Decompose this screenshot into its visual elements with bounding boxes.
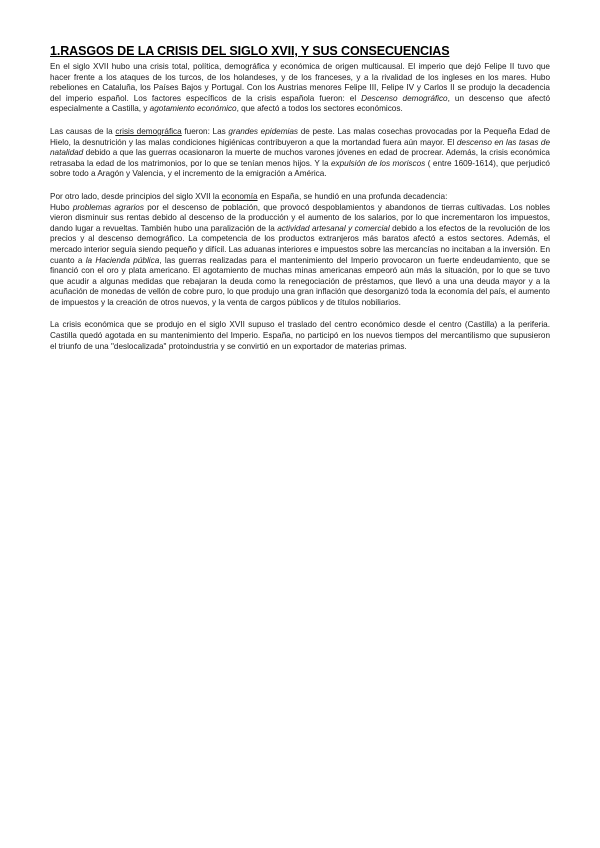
- document-title: 1.RASGOS DE LA CRISIS DEL SIGLO XVII, Y SUS CONSECUENCIAS: [50, 44, 450, 58]
- emphasis-grandes-epidemias: grandes epidemias: [228, 126, 299, 136]
- text-span: en España, se hundió en una profunda decadencia:: [257, 191, 448, 201]
- text-span: ( entre 1609-1614), que perjudicó sobre todo a Aragón y Valencia, y el incremento de la emigración a América.: [50, 158, 550, 179]
- text-span: En el siglo XVII hubo una crisis total, política, demográfica y económica de origen multicausal. El imperio que dejó Felipe II tuvo que hacer frente a los ataques de los turcos, de los holandeses, y de los franceses, y a la rivalidad de los ingleses en los mares. Hubo rebeliones en Cataluña, los Países Bajos y Portugal. Con los Austrias menores Felipe III, Felipe IV y Carlos II se produjo la decadencia del imperio español. Los factores específicos de la crisis española fueron: el: [50, 62, 550, 103]
- emphasis-descenso-natalidad: descenso en las tasas de natalidad: [50, 137, 551, 158]
- text-span: fueron: Las: [181, 126, 229, 136]
- demographic-causes-paragraph: [50, 127, 550, 180]
- text-span: debido a los efectos de la revolución de los precios y al descenso demográfico. La competencia de los productos extranjeros más baratos afectó a estos sectores. Además, el mercado interior seguía siendo pequeño y difícil. Las aduanas interiores e impuestos sobre las mercancías no incitaban a la inversión. En cuanto a: [50, 223, 550, 265]
- text-span: , un descenso que afectó especialmente a Castilla, y: [50, 93, 550, 114]
- text-span: , las guerras realizadas para el mantenimiento del Imperio provocaron un fuerte endeudamiento, que se financió con el oro y plata americano. El agotamiento de muchas minas americanas empeoró aún más la situación, por lo que se tuvo que acudir a algunas medidas que rebajaran la deuda como la renegociación de préstamos, que llevó a una una deuda mayor y a la acuñación de monedas de vellón de cobre puro, lo que produjo una gran inflación que desorganizó toda la economía del país, el aumento de impuestos y la creación de otros nuevos, y la venta de cargos públicos y de títulos nobiliarios.: [50, 255, 550, 307]
- emphasis-agotamiento-economico: agotamiento económico: [149, 104, 237, 114]
- emphasis-expulsion-moriscos: expulsión de los moriscos: [330, 158, 426, 168]
- text-span: de peste. Las malas cosechas provocadas por la Pequeña Edad de Hielo, la desnutrición y las malas condiciones higiénicas contribuyeron a que la mortandad fuera aún mayor. El: [50, 126, 551, 147]
- intro-paragraph: [50, 62, 550, 115]
- text-span: Hubo: [50, 202, 73, 212]
- emphasis-descenso-demografico: Descenso demográfico: [361, 93, 448, 103]
- emphasis-problemas-agrarios: problemas agrarios: [72, 202, 144, 212]
- text-span: por el descenso de población, que provocó despoblamientos y abandonos de tierras cultivadas. Los nobles vieron disminuir sus rentas debido al descenso de la producción y el aumento de los salarios, por lo que incrementaron los impuestos, dando lugar a revueltas. También hubo una paralización de la: [50, 202, 550, 233]
- underlined-economia: economía: [221, 191, 258, 201]
- economy-intro-line: [50, 192, 550, 203]
- emphasis-hacienda-publica: la Hacienda pública: [85, 255, 160, 265]
- economic-problems-paragraph: [50, 203, 550, 309]
- text-span: , que afectó a todos los sectores económicos.: [236, 104, 403, 114]
- emphasis-actividad-artesanal: actividad artesanal y comercial: [277, 223, 390, 233]
- conclusion-paragraph: La crisis económica que se produjo en el siglo XVII supuso el traslado del centro económico desde el centro (Castilla) a la periferia. Castilla quedó agotada en su mantenimiento del Imperio. España, no participó en los nuevos tiempos del mercantilismo que supusieron el triunfo de una "deslocalizada" protoindustria y se convirtió en un exportador de materias primas.: [50, 320, 550, 351]
- text-span: Las causas de la: [50, 126, 116, 136]
- underlined-crisis-demografica: crisis demográfica: [115, 126, 182, 136]
- text-span: Por otro lado, desde principios del siglo XVII la: [50, 191, 222, 201]
- text-span: debido a que las guerras ocasionaron la muerte de muchos varones jóvenes en edad de procrear. Además, la crisis económica retrasaba la edad de los matrimonios, por lo que se tenían menos hijos. Y la: [50, 148, 550, 168]
